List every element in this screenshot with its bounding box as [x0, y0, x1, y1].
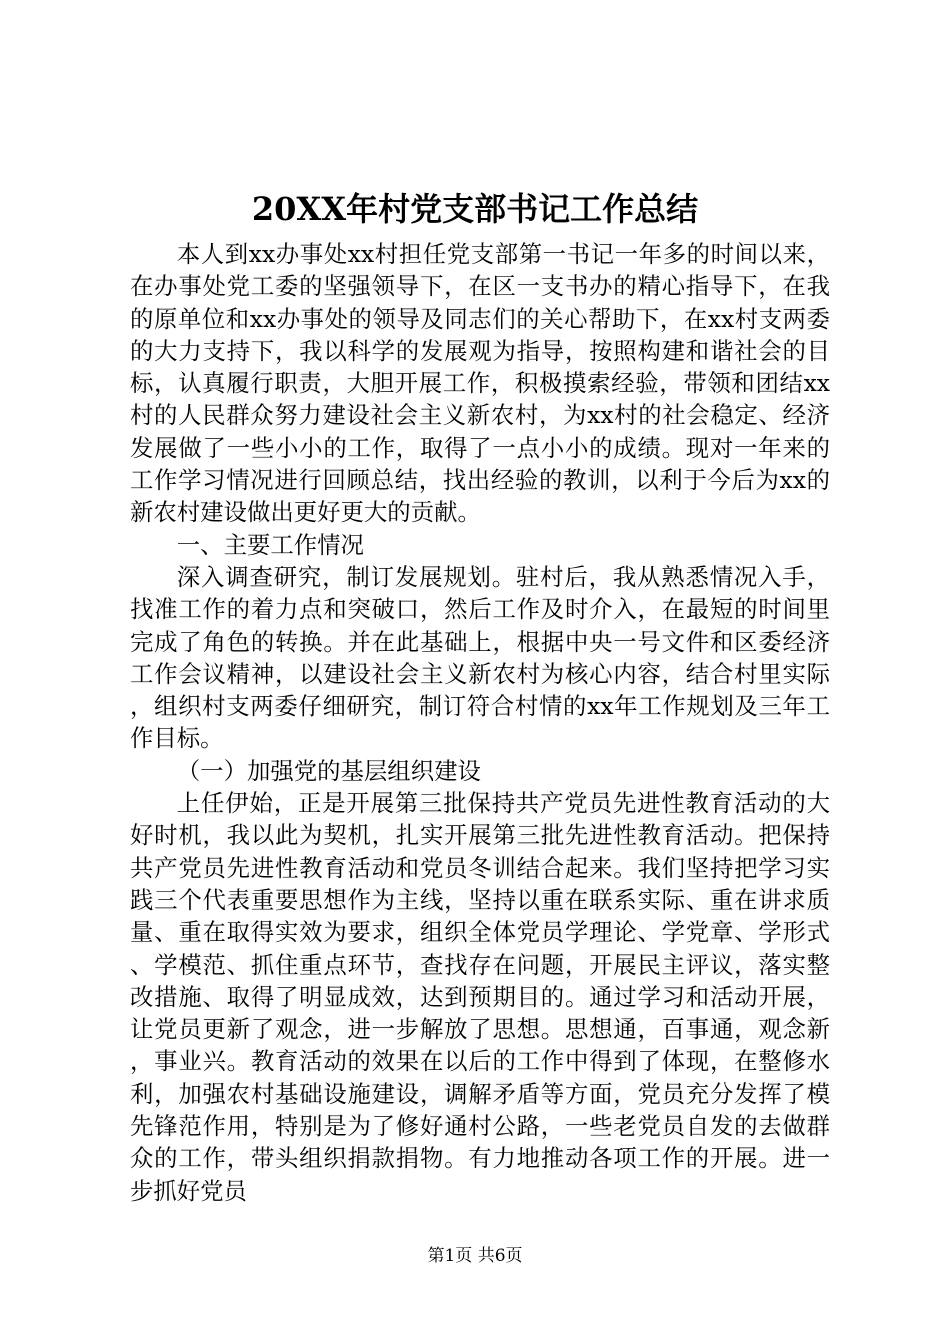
document-body [130, 238, 830, 1207]
subsection-heading-party-building: （一）加强党的基层组织建设 [176, 756, 481, 785]
section-heading-main-work: 一、主要工作情况 [176, 530, 364, 559]
page-footer: 第1页 共6页 [427, 1246, 523, 1266]
document-title: 20XX年村党支部书记工作总结 [251, 190, 699, 228]
paragraph-education-activity: 上任伊始，正是开展第三批保持共产党员先进性教育活动的大好时机，我以此为契机，扎实开展第三批先进性教育活动。把保持共产党员先进性教育活动和党员冬训结合起来。我们坚持把学习实践三个代表重要思想作为主线，坚持以重在联系实际、重在讲求质量、重在取得实效为要求，组织全体党员学理论、学党章、学形式、学模范、抓住重点环节，查找存在问题，开展民主评议，落实整改措施、取得了明显成效，达到预期目的。通过学习和活动开展，让党员更新了观念，进一步解放了思想。思想通，百事通，观念新，事业兴。教育活动的效果在以后的工作中得到了体现，在整修水利，加强农村基础设施建设，调解矛盾等方面，党员充分发挥了模先锋范作用，特别是为了修好通村公路，一些老党员自发的去做群众的工作，带头组织捐款捐物。有力地推动各项工作的开展。进一步抓好党员 [130, 789, 830, 1205]
paragraph-intro: 本人到xx办事处xx村担任党支部第一书记一年多的时间以来，在办事处党工委的坚强领导下，在区一支书办的精心指导下，在我的原单位和xx办事处的领导及同志们的关心帮助下，在xx村支两委的大力支持下，我以科学的发展观为指导，按照构建和谐社会的目标，认真履行职责，大胆开展工作，积极摸索经验，带领和团结xx村的人民群众努力建设社会主义新农村，为xx村的社会稳定、经济发展做了一些小小的工作，取得了一点小小的成绩。现对一年来的工作学习情况进行回顾总结，找出经验的教训，以利于今后为xx的新农村建设做出更好更大的贡献。 [130, 240, 830, 527]
paragraph-research-planning: 深入调查研究，制订发展规划。驻村后，我从熟悉情况入手，找准工作的着力点和突破口，然后工作及时介入，在最短的时间里完成了角色的转换。并在此基础上，根据中央一号文件和区委经济工作会议精神，以建设社会主义新农村为核心内容，结合村里实际，组织村支两委仔细研究，制订符合村情的xx年工作规划及三年工作目标。 [130, 562, 830, 753]
